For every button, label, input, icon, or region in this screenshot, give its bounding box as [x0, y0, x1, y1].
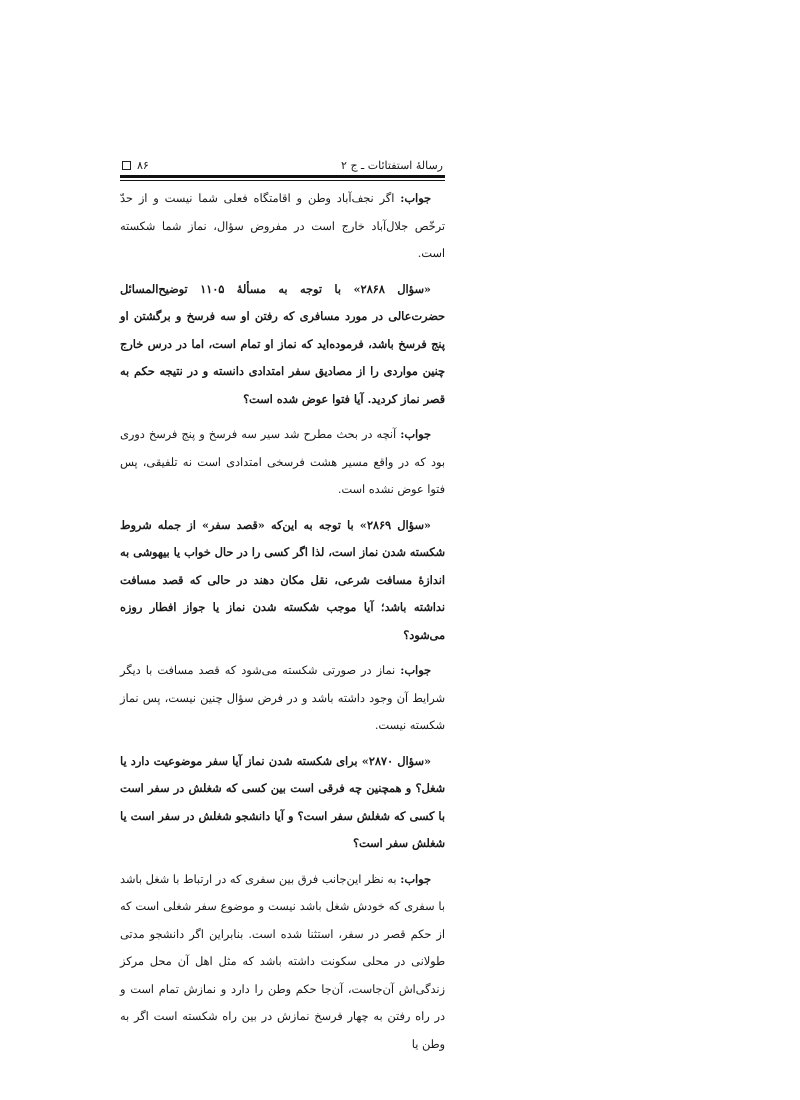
answer-paragraph [120, 185, 445, 268]
answer-paragraph [120, 866, 445, 1059]
question-paragraph: «سؤال ۲۸۷۰» برای شکسته شدن نماز آیا سفر موضوعیت دارد یا شغل؟ و همچنین چه فرقی است بین کسی که شغلش در سفر است با کسی که شغلش سفر است؟ و آیا دانشجو شغلش در سفر است یا شغلش سفر است؟ [120, 753, 445, 850]
question-paragraph: «سؤال ۲۸۶۹» با توجه به این‌که «قصد سفر» از جمله شروط شکسته شدن نماز است، لذا اگر کسی را در حال خواب یا بیهوشی به اندازهٔ مسافت شرعی، نقل مکان دهند در حالی که قصد مسافت نداشته باشد؛ آیا موجب شکسته شدن نماز یا جواز افطار روزه می‌شود؟ [120, 517, 445, 642]
answer-label: جواب: [400, 663, 432, 677]
answer-label: جواب: [400, 871, 431, 886]
answer-text: آنچه در بحث مطرح شد سیر سه فرسخ و پنج فرسخ دوری بود که در واقع مسیر هشت فرسخی امتدادی است نه تلفیقی، پس فتوا عوض نشده است. [120, 428, 445, 496]
square-bullet-icon [122, 161, 131, 170]
running-title: رسالهٔ استفتائات ـ ج ۲ [341, 159, 443, 172]
page-body [120, 181, 445, 1058]
question-paragraph: «سؤال ۲۸۶۸» با توجه به مسألهٔ ۱۱۰۵ توضیح‌المسائل حضرت‌عالی در مورد مسافری که رفتن او سه فرسخ و برگشتن او پنج فرسخ باشد، فرموده‌اید که نماز او تمام است، اما در درس خارج چنین مواردی را از مصادیق سفر امتدادی دانسته و در نتیجه حکم به قصر نماز کردید. آیا فتوا عوض شده است؟ [120, 281, 445, 406]
answer-label: جواب: [400, 427, 431, 441]
answer-text: نماز در صورتی شکسته می‌شود که قصد مسافت با دیگر شرایط آن وجود داشته باشد و در فرض سؤال چنین نیست، پس نماز شکسته نیست. [120, 664, 445, 732]
answer-label: جواب: [400, 191, 432, 205]
header-rule-thick [120, 175, 445, 178]
page [120, 148, 445, 1066]
page-number-group [122, 159, 149, 172]
running-header [120, 148, 445, 175]
answer-paragraph [120, 421, 445, 504]
answer-text: به نظر این‌جانب فرق بین سفری که در ارتباط با شغل باشد با سفری که خودش شغل باشد نیست و موضوع سفر شغلی است که از حکم قصر در سفر، استثنا شده است. بنابراین اگر دانشجو مدتی طولانی در محلی سکونت داشته باشد که مثل اهل آن محل مرکز زندگی‌اش آن‌جاست، آن‌جا حکم وطن را دارد و نمازش تمام است و در راه رفتن به چهار فرسخ نمازش در بین راه شکسته است اگر به وطن یا [120, 872, 445, 1051]
answer-text: اگر نجف‌آباد وطن و اقامتگاه فعلی شما نیست و از حدّ ترخّص جلال‌آباد خارج است در مفروض سؤال، نماز شما شکسته است. [120, 192, 445, 260]
answer-paragraph [120, 657, 445, 740]
page-number: ۸۶ [137, 159, 149, 172]
